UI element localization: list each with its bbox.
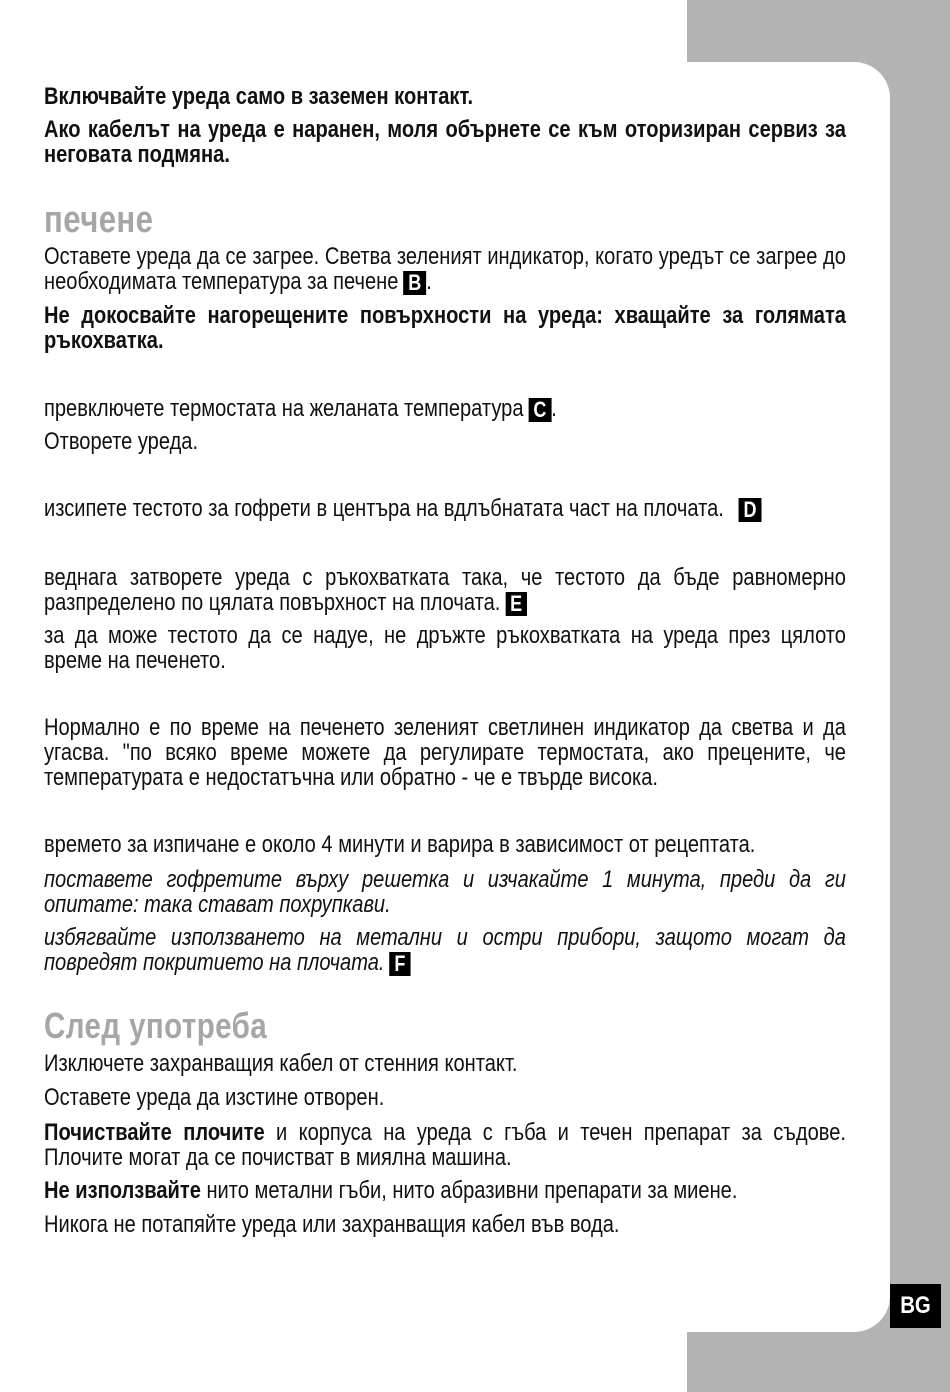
paragraph-open: Отворете уреда.: [44, 428, 199, 455]
figure-badge-b: B: [403, 271, 426, 295]
paragraph-pour: [44, 496, 846, 522]
tip-utensils-text: избягвайте използването на метални и остри прибори, защото могат да повредят покритието на плочата.: [44, 924, 846, 976]
warning-hot-surfaces: Не докосвайте нагорещените повърхности на уреда: хващайте за голямата ръкохватка.: [44, 302, 846, 354]
thermostat-text: превключете термостата на желаната температура: [44, 395, 524, 422]
no-use-bold: Не използвайте: [44, 1177, 201, 1204]
close-text: веднага затворете уреда с ръкохватката така, че тестото да бъде равномерно разпределено по цялата повърхност на плочата.: [44, 564, 846, 616]
paragraph-thermostat: превключете термостата на желаната температура C .: [44, 395, 557, 422]
paragraph-clean: [44, 1120, 846, 1170]
paragraph-rise: за да може тестото да се надуе, не дръжте ръкохватката на уреда през цялото време на печенето.: [44, 622, 846, 674]
preheat-text: Оставете уреда да се загрее. Светва зеленият индикатор, когато уредът се загрее до необходимата температура за печене: [44, 243, 846, 295]
figure-badge-e: E: [505, 592, 527, 616]
paragraph-preheat: Оставете уреда да се загрее. Светва зеленият индикатор, когато уредът се загрее до необходимата температура за печене B .: [44, 243, 846, 295]
paragraph-never-immerse: Никога не потапяйте уреда или захранващия кабел във вода.: [44, 1211, 620, 1238]
no-use-rest: нито метални гъби, нито абразивни препарати за миене.: [200, 1177, 738, 1204]
paragraph-close: [44, 565, 846, 616]
tip-rack: поставете гофретите върху решетка и изчакайте 1 минута, преди да ги опитате: така стават похрупкави.: [44, 866, 846, 918]
paragraph-no-use: [44, 1178, 846, 1203]
paragraph-unplug: Изключете захранващия кабел от стенния контакт.: [44, 1050, 518, 1077]
paragraph-time: времето за изпичане е около 4 минути и варира в зависимост от рецептата.: [44, 831, 756, 858]
warning-damaged-cable: Ако кабелът на уреда е наранен, моля обърнете се към оторизиран сервиз за неговата подмяна.: [44, 116, 846, 168]
tip-utensils: [44, 925, 846, 976]
warning-grounded-socket: Включвайте уреда само в заземен контакт.: [44, 83, 474, 110]
figure-badge-f: F: [389, 952, 410, 976]
figure-badge-d: D: [739, 498, 762, 522]
paragraph-cool: Оставете уреда да изстине отворен.: [44, 1084, 385, 1111]
paragraph-indicator: Нормално е по време на печенето зеленият светлинен индикатор да светва и да угасва. "по всяко време можете да регулирате термостата, ако прецените, че температурата е недостатъчна или обратно - че е твърде висока.: [44, 714, 846, 791]
section-heading-after-use: След употреба: [44, 1005, 268, 1046]
language-tab: BG: [890, 1284, 941, 1328]
figure-badge-c: C: [528, 398, 551, 422]
pour-text: изсипете тестото за гофрети в центъра на вдлъбнатата част на плочата.: [44, 495, 724, 522]
clean-rest: и корпуса на уреда с гъба и течен препарат за съдове. Плочите могат да се почистват в миялна машина.: [44, 1119, 846, 1171]
section-heading-baking: печене: [44, 199, 154, 241]
clean-bold: Почиствайте плочите: [44, 1119, 265, 1146]
